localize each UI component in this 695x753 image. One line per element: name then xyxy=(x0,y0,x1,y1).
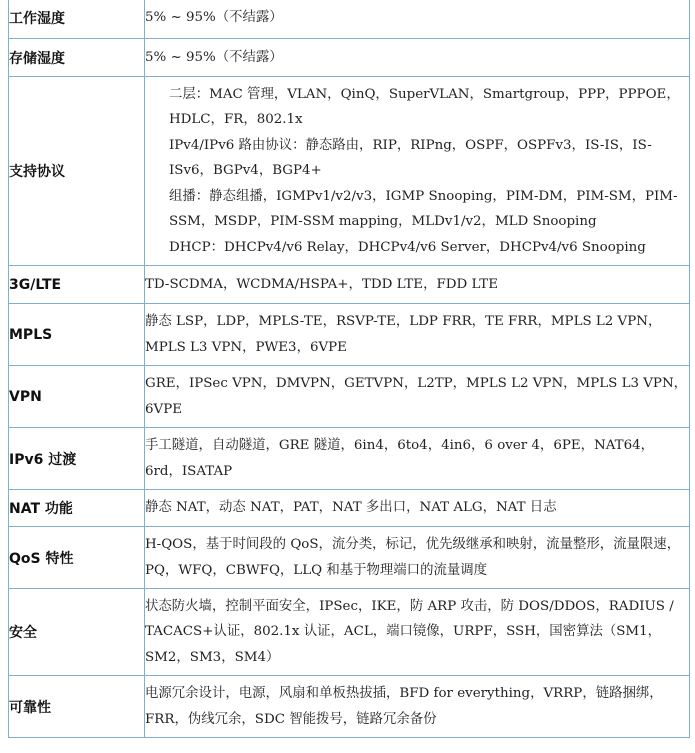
row-value: 静态 NAT，动态 NAT，PAT，NAT 多出口，NAT ALG，NAT 日志 xyxy=(145,490,690,527)
row-value: GRE，IPSec VPN，DMVPN，GETVPN，L2TP，MPLS L2 VPN，MPLS L3 VPN，6VPE xyxy=(145,366,690,428)
spec-table xyxy=(8,0,690,738)
row-key: VPN xyxy=(9,366,145,428)
row-value: 静态 LSP，LDP，MPLS-TE，RSVP-TE，LDP FRR，TE FRR，MPLS L2 VPN，MPLS L3 VPN，PWE3，6VPE xyxy=(145,304,690,366)
row-key: 支持协议 xyxy=(9,77,145,266)
table-row xyxy=(9,676,690,738)
row-key: 可靠性 xyxy=(9,676,145,738)
row-key: MPLS xyxy=(9,304,145,366)
table-row xyxy=(9,77,690,266)
table-row xyxy=(9,428,690,490)
row-key: 工作湿度 xyxy=(9,0,145,39)
table-row xyxy=(9,589,690,676)
table-row xyxy=(9,366,690,428)
row-key: 3G/LTE xyxy=(9,266,145,304)
row-key: QoS 特性 xyxy=(9,527,145,589)
table-row xyxy=(9,527,690,589)
row-key: IPv6 过渡 xyxy=(9,428,145,490)
row-value: H-QOS，基于时间段的 QoS，流分类，标记，优先级继承和映射，流量整形，流量限速，PQ，WFQ，CBWFQ，LLQ 和基于物理端口的流量调度 xyxy=(145,527,690,589)
table-row xyxy=(9,266,690,304)
row-value: 5% ~ 95%（不结露） xyxy=(145,39,690,77)
row-value: 电源冗余设计，电源，风扇和单板热拔插，BFD for everything，VRRP，链路捆绑，FRR，伪线冗余，SDC 智能拨号，链路冗余备份 xyxy=(145,676,690,738)
row-value: 状态防火墙，控制平面安全，IPSec，IKE，防 ARP 攻击，防 DOS/DDOS，RADIUS / TACACS+认证，802.1x 认证，ACL，端口镜像，URPF，SSH，国密算法（SM1，SM2，SM3，SM4） xyxy=(145,589,690,676)
row-key: 安全 xyxy=(9,589,145,676)
row-value: TD-SCDMA，WCDMA/HSPA+，TDD LTE，FDD LTE xyxy=(145,266,690,304)
row-key: NAT 功能 xyxy=(9,490,145,527)
row-key: 存储湿度 xyxy=(9,39,145,77)
row-value: 5% ~ 95%（不结露） xyxy=(145,0,690,39)
table-row xyxy=(9,490,690,527)
table-row xyxy=(9,39,690,77)
row-value: 二层：MAC 管理，VLAN，QinQ，SuperVLAN，Smartgroup，PPP，PPPOE，HDLC，FR，802.1x IPv4/IPv6 路由协议：静态路由，RIP，RIPng，OSPF，OSPFv3，IS-IS，IS-ISv6，BGPv4，BGP4+ 组播：静态组播，IGMPv1/v2/v3，IGMP Snooping，PIM-DM，PIM-SM，PIM-SSM，MSDP，PIM-SSM mapping，MLDv1/v2，MLD Snooping DHCP：DHCPv4/v6 Relay，DHCPv4/v6 Server，DHCPv4/v6 Snooping xyxy=(145,77,690,266)
row-value: 手工隧道，自动隧道，GRE 隧道，6in4，6to4，4in6，6 over 4，6PE，NAT64，6rd，ISATAP xyxy=(145,428,690,490)
table-row xyxy=(9,304,690,366)
table-row xyxy=(9,0,690,39)
